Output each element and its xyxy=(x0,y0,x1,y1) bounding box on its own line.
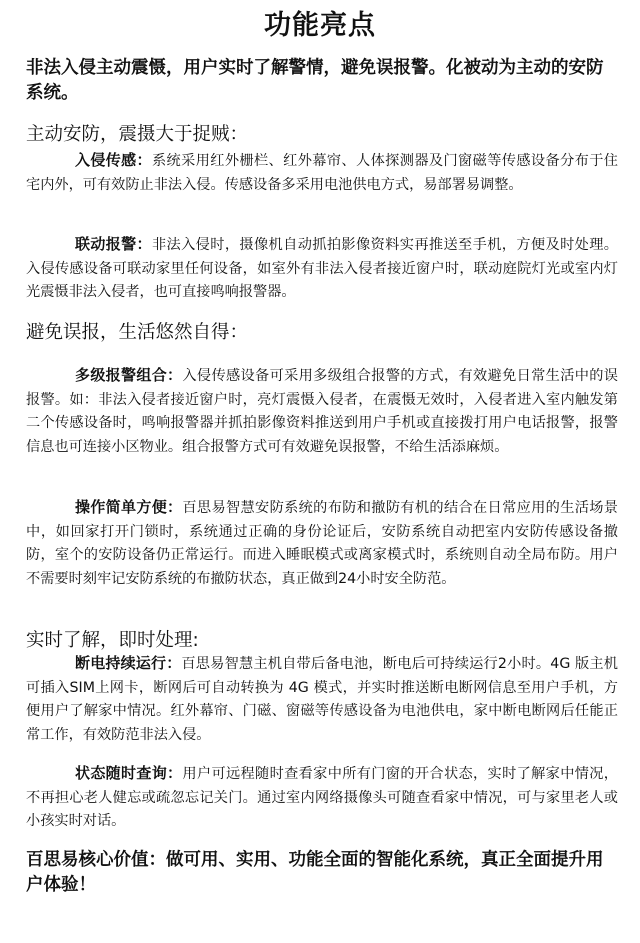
feature-paragraph-multilevel-alarm xyxy=(26,364,618,459)
feature-label: 多级报警组合： xyxy=(75,366,183,384)
section-heading-active-security: 主动安防，震摄大于捉贼： xyxy=(26,124,249,145)
feature-paragraph-power-outage xyxy=(26,652,618,747)
feature-paragraph-linked-alarm xyxy=(26,233,618,305)
section-heading-realtime: 实时了解，即时处理: xyxy=(26,630,199,651)
feature-text: 百思易智慧安防系统的布防和撤防有机的结合在日常应用的生活场景中，如回家打开门锁时，系统通过正确的身份论证后，安防系统自动把室内安防传感设备撤防，室个的安防设备仍正常运行。而进入睡眠模式或离家模式时，系统则自动全局布防。用户不需要时刻牢记安防系统的布撤防状态，真正做到24小时安全防范。 xyxy=(26,500,618,587)
feature-paragraph-status-query xyxy=(26,762,618,834)
feature-text: 入侵传感设备可采用多级组合报警的方式，有效避免日常生活中的误报警。如：非法入侵者接近窗户时，亮灯震慑入侵者，在震慑无效时，入侵者进入室内触发第二个传感设备时，鸣响报警器并抓拍影像资料推送到用户手机或直接拨打用户电话报警，报警信息也可连接小区物业。组合报警方式可有效避免误报警，不给生活添麻烦。 xyxy=(26,368,618,455)
lead-statement: 非法入侵主动震慑，用户实时了解警情，避免误报警。化被动为主动的安防系统。 xyxy=(26,58,604,103)
feature-label: 入侵传感： xyxy=(75,151,152,169)
feature-text: 百思易智慧主机自带后备电池，断电后可持续运行2小时。4G 版主机可插入SIM上网卡，断网后可自动转换为 4G 模式，并实时推送断电断网信息至用户手机，方便用户了解家中情况。红外幕帘、门磁、窗磁等传感设备为电池供电，家中断电断网后任能正常工作，有效防范非法入侵。 xyxy=(26,656,618,743)
feature-paragraph-easy-operation xyxy=(26,496,618,591)
page-title: 功能亮点 xyxy=(264,10,376,41)
feature-paragraph-intrusion-sensing xyxy=(26,149,618,197)
feature-text: 非法入侵时，摄像机自动抓拍影像资料实再推送至手机，方便及时处理。入侵传感设备可联动家里任何设备，如室外有非法入侵者接近窗户时，联动庭院灯光或室内灯光震慑非法入侵者，也可直接鸣响报警器。 xyxy=(26,237,618,301)
feature-label: 联动报警： xyxy=(75,235,152,253)
section-heading-avoid-false-alarm: 避免误报，生活悠然自得： xyxy=(26,322,249,343)
feature-text: 系统采用红外栅栏、红外幕帘、人体探测器及门窗磁等传感设备分布于住宅内外，可有效防止非法入侵。传感设备多采用电池供电方式，易部署易调整。 xyxy=(26,153,618,193)
feature-label: 断电持续运行： xyxy=(75,654,182,672)
closing-statement: 百思易核心价值：做可用、实用、功能全面的智能化系统，真正全面提升用户体验！ xyxy=(26,850,604,895)
feature-label: 操作简单方便： xyxy=(75,498,183,516)
feature-text: 用户可远程随时查看家中所有门窗的开合状态，实时了解家中情况，不再担心老人健忘或疏忽忘记关门。通过室内网络摄像头可随查看家中情况，可与家里老人或小孩实时对话。 xyxy=(26,766,618,830)
feature-label: 状态随时查询： xyxy=(75,764,183,782)
